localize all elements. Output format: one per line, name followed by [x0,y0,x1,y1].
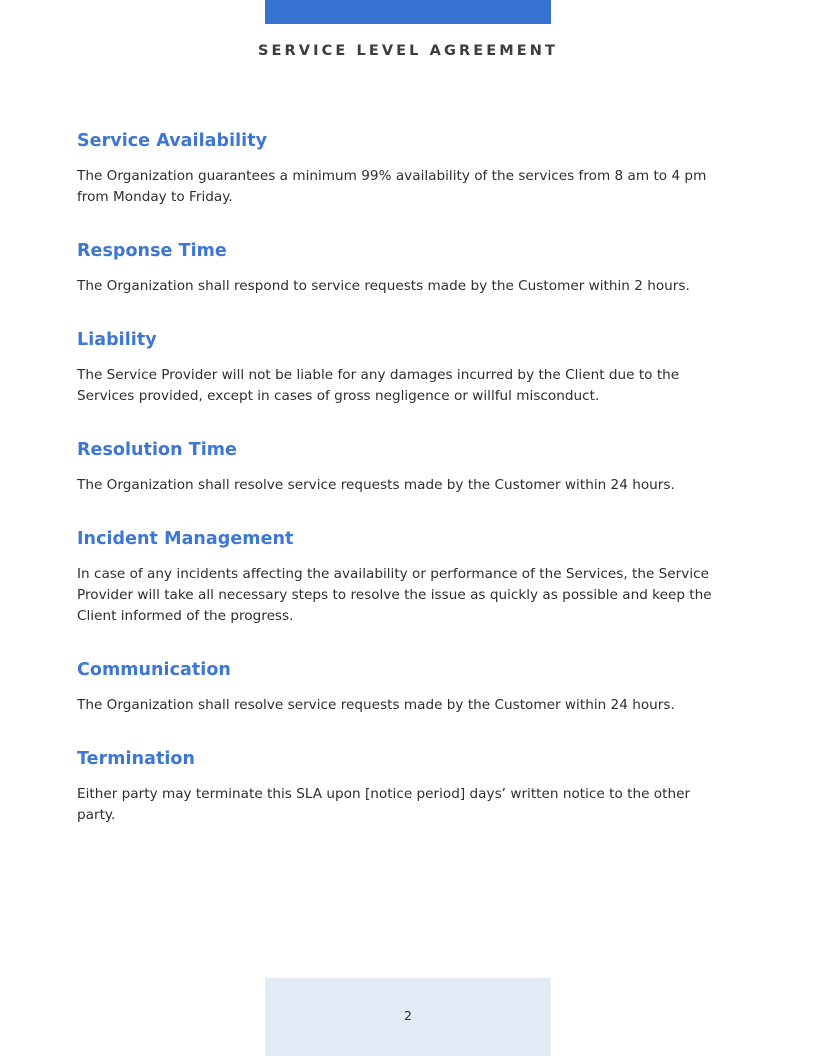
page-number: 2 [404,1008,412,1023]
section-heading: Termination [77,749,196,769]
section-communication [77,658,714,716]
section-response-time [77,239,714,297]
header-accent-bar [265,0,551,24]
section-paragraph: The Organization guarantees a minimum 99% availability of the services from 8 am to 4 pm from Monday to Friday. [77,168,707,205]
section-paragraph: The Service Provider will not be liable for any damages incurred by the Client due to the Services provided, except in cases of gross negligence or willful misconduct. [77,367,680,404]
section-paragraph: In case of any incidents affecting the availability or performance of the Services, the Service Provider will take all necessary steps to resolve the issue as quickly as possible and keep the Client informed of the progress. [77,566,712,624]
document-body [77,129,714,826]
section-heading: Liability [77,330,157,350]
footer-band [265,978,551,1056]
section-paragraph: The Organization shall respond to service requests made by the Customer within 2 hours. [77,278,690,294]
section-service-availability [77,129,714,208]
section-heading: Service Availability [77,131,268,151]
section-termination [77,747,714,826]
section-resolution-time [77,438,714,496]
page-title: SERVICE LEVEL AGREEMENT [257,43,559,59]
section-paragraph: The Organization shall resolve service requests made by the Customer within 24 hours. [77,697,675,713]
section-incident-management [77,527,714,627]
section-paragraph: Either party may terminate this SLA upon [notice period] days’ written notice to the other party. [77,786,691,823]
section-heading: Incident Management [77,529,294,549]
section-heading: Communication [77,660,231,680]
section-paragraph: The Organization shall resolve service requests made by the Customer within 24 hours. [77,477,675,493]
section-liability [77,328,714,407]
section-heading: Response Time [77,241,227,261]
section-heading: Resolution Time [77,440,237,460]
